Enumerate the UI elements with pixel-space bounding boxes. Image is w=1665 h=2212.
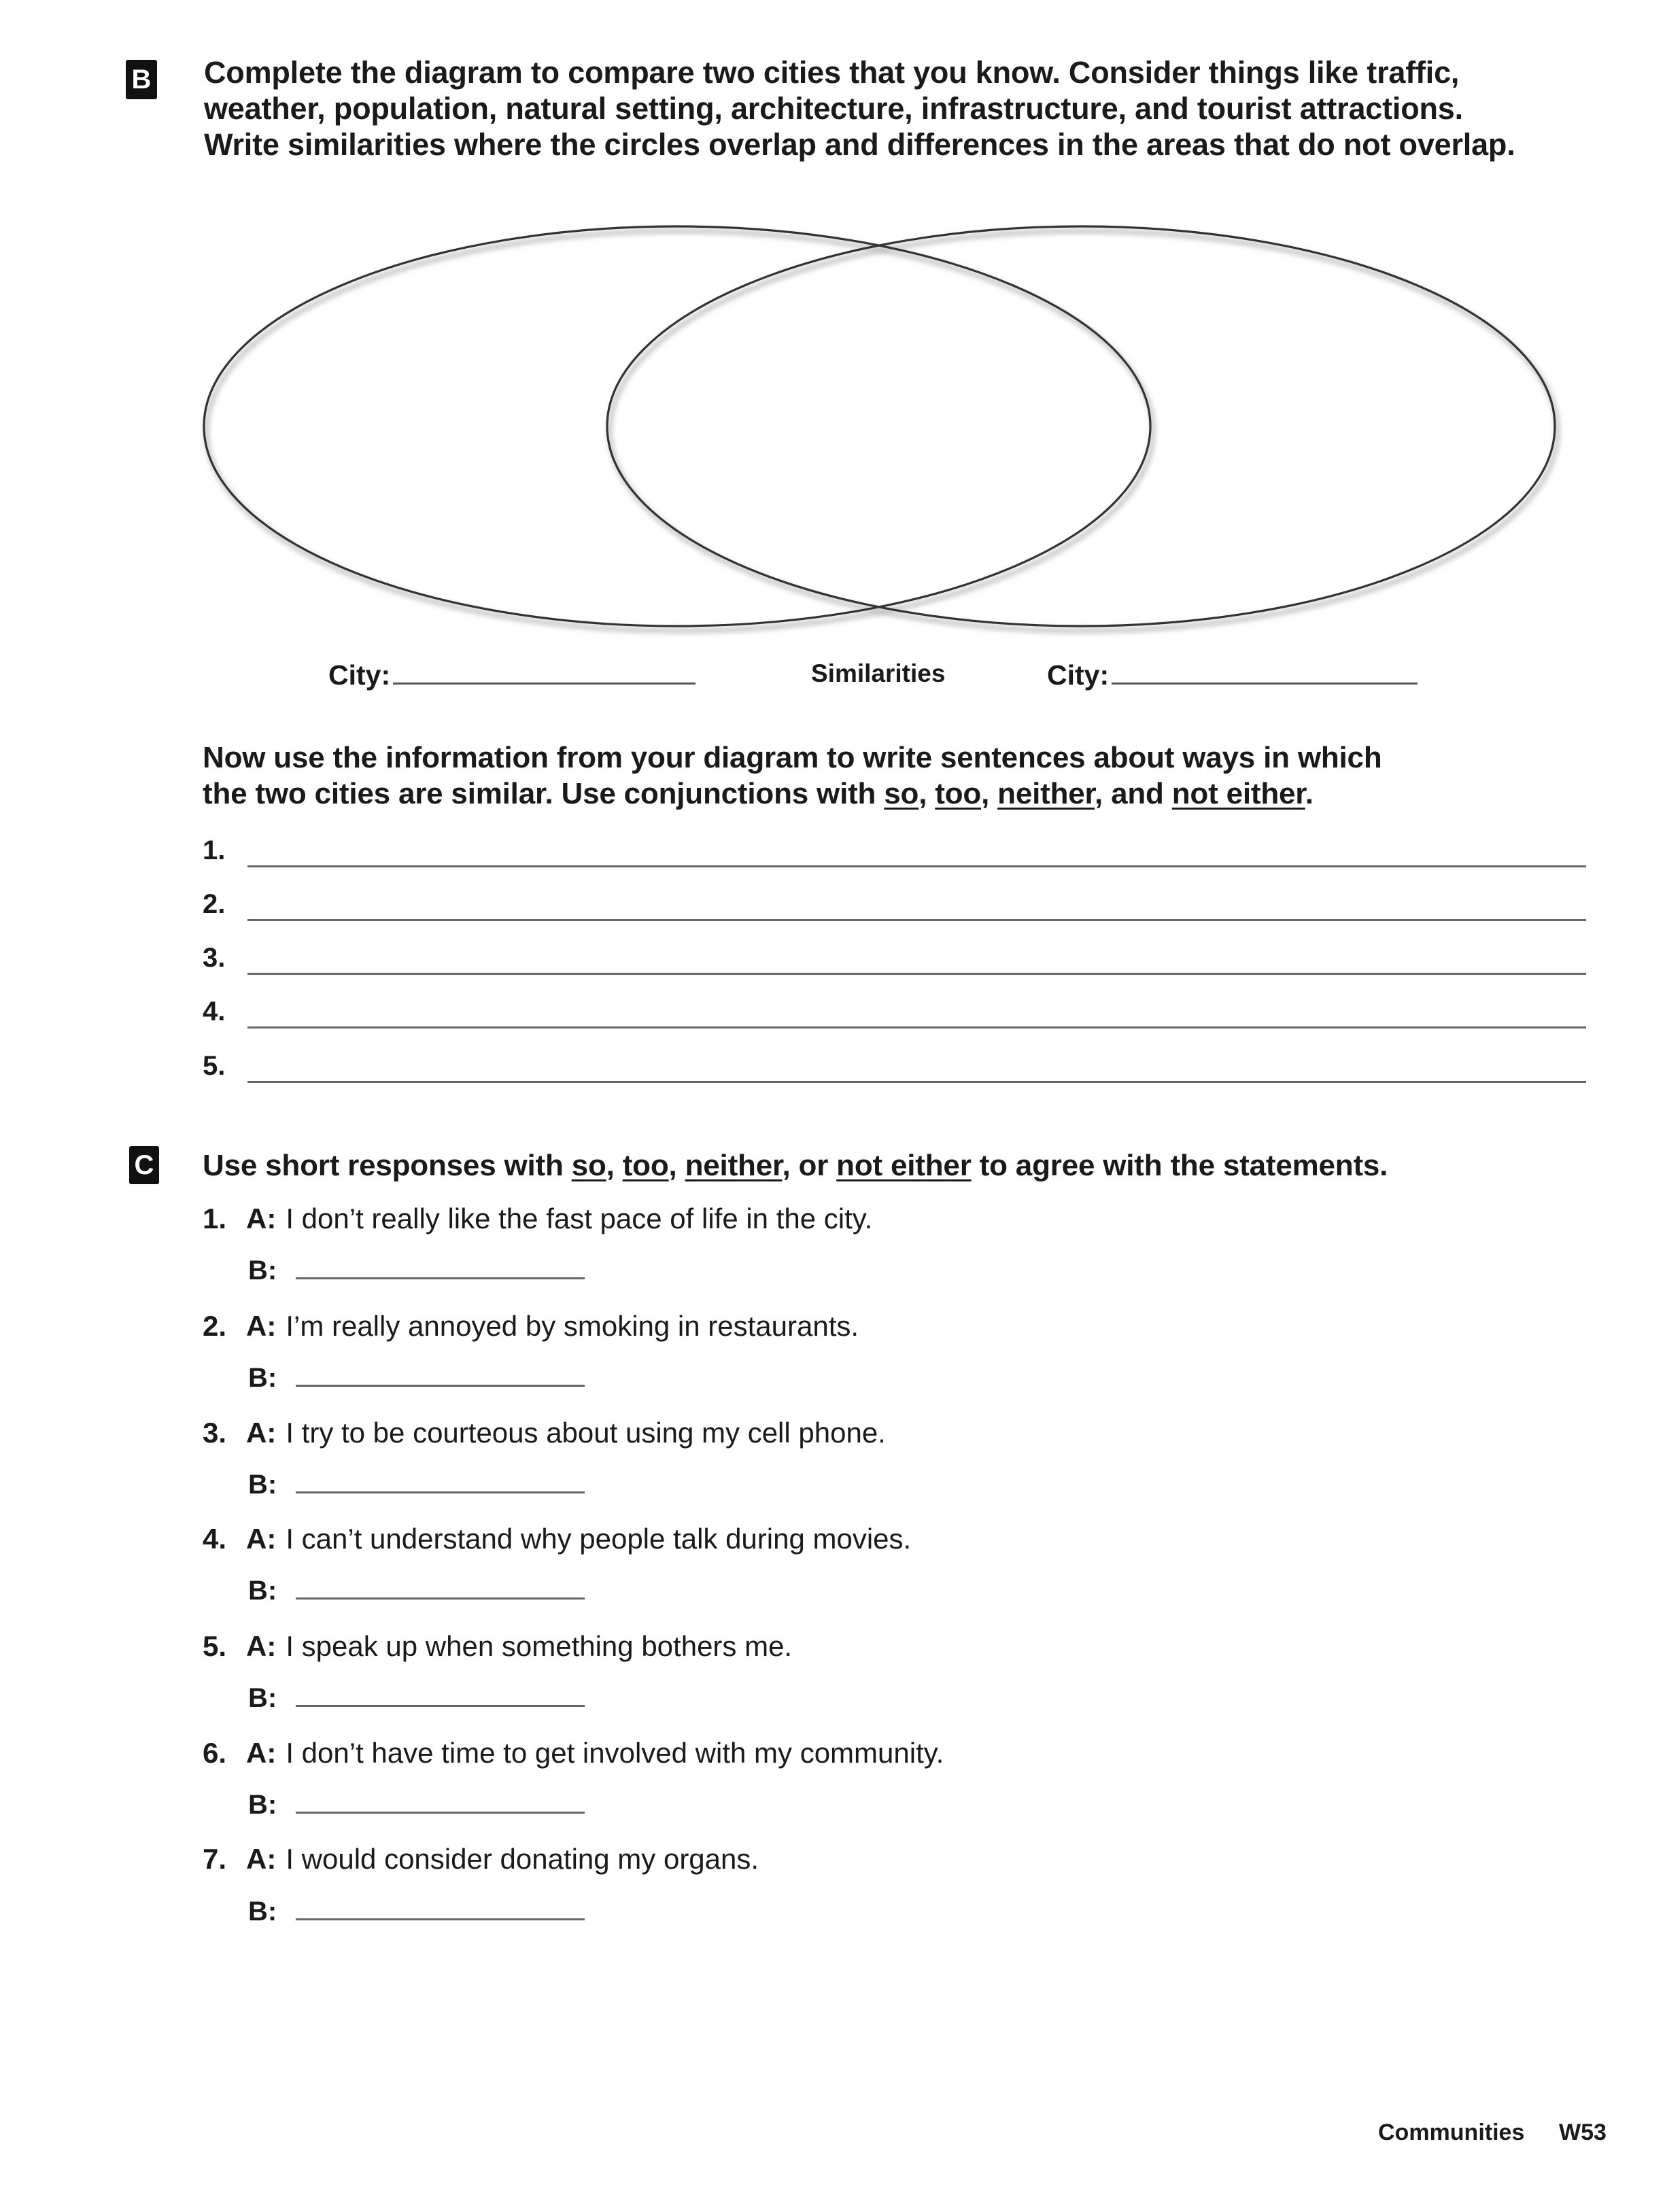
speaker-a: A: — [246, 1203, 277, 1234]
statement-3 — [203, 1417, 886, 1449]
response-blank[interactable] — [296, 1812, 585, 1814]
section-c-instruction — [203, 1147, 1388, 1183]
statement-1 — [203, 1203, 872, 1235]
item-number: 6. — [203, 1737, 227, 1769]
line-number: 3. — [203, 943, 226, 973]
prompt-line-2 — [203, 776, 1382, 812]
item-number: 3. — [203, 1417, 227, 1449]
line-number: 5. — [203, 1051, 226, 1081]
right-city-label: City: — [1047, 659, 1110, 691]
speaker-b: B: — [248, 1790, 277, 1820]
keyword-not-either: not either — [1171, 777, 1305, 810]
answer-rule[interactable] — [247, 1081, 1586, 1083]
answer-rule[interactable] — [247, 919, 1586, 921]
sentence-line-5[interactable] — [203, 1046, 1586, 1087]
instruction-line: Complete the diagram to compare two cities that you know. Consider things like traffic, — [204, 55, 1460, 90]
statement-2 — [203, 1310, 859, 1343]
response-blank[interactable] — [296, 1918, 585, 1920]
left-city-name-blank[interactable] — [393, 682, 696, 685]
item-number: 7. — [203, 1843, 227, 1875]
footer-page-number: W53 — [1559, 2120, 1607, 2145]
sentence-line-4[interactable] — [203, 992, 1586, 1033]
response-5[interactable] — [248, 1683, 585, 1714]
item-number: 2. — [203, 1310, 227, 1342]
sentence-line-3[interactable] — [203, 938, 1586, 979]
venn-right-label — [1047, 659, 1418, 691]
instruction-line: Write similarities where the circles overlap and differences in the areas that do not overlap. — [204, 127, 1515, 162]
speaker-a: A: — [246, 1630, 277, 1662]
instruction-text: Use short responses with — [203, 1149, 572, 1182]
answer-rule[interactable] — [247, 1026, 1586, 1029]
response-7[interactable] — [248, 1897, 585, 1927]
similarities-label: Similarities — [811, 659, 946, 687]
section-c-badge: C — [129, 1146, 159, 1184]
statement-text: I would consider donating my organs. — [286, 1843, 759, 1875]
statement-6 — [203, 1737, 944, 1769]
line-number: 1. — [203, 835, 226, 865]
instruction-text: to agree with the statements. — [971, 1149, 1388, 1182]
venn-left-label — [328, 659, 696, 691]
sentences-prompt — [203, 740, 1382, 812]
statement-text: I try to be courteous about using my cell phone. — [286, 1417, 886, 1449]
speaker-a: A: — [246, 1737, 277, 1769]
response-6[interactable] — [248, 1790, 585, 1820]
response-blank[interactable] — [296, 1277, 585, 1279]
statement-7 — [203, 1843, 759, 1876]
answer-rule[interactable] — [247, 973, 1586, 975]
instruction-line — [203, 1147, 1388, 1183]
venn-similarities-label — [811, 659, 945, 688]
response-4[interactable] — [248, 1576, 585, 1606]
speaker-b: B: — [248, 1897, 277, 1926]
keyword-not-either: not either — [836, 1149, 972, 1182]
statement-text: I can’t understand why people talk during movies. — [286, 1523, 912, 1555]
footer-unit-title: Communities — [1378, 2120, 1525, 2145]
left-city-label: City: — [328, 659, 391, 691]
response-blank[interactable] — [296, 1491, 585, 1493]
response-blank[interactable] — [296, 1385, 585, 1387]
item-number: 4. — [203, 1523, 227, 1555]
response-blank[interactable] — [296, 1597, 585, 1600]
speaker-a: A: — [246, 1310, 277, 1342]
keyword-too: too — [935, 777, 982, 810]
statement-text: I’m really annoyed by smoking in restaurants. — [286, 1310, 859, 1342]
line-number: 4. — [203, 997, 226, 1026]
instruction-line: weather, population, natural setting, architecture, infrastructure, and tourist attractions. — [204, 91, 1463, 126]
item-number: 1. — [203, 1203, 227, 1234]
period: . — [1305, 777, 1314, 810]
separator: , — [981, 777, 998, 810]
keyword-so: so — [884, 777, 919, 810]
response-1[interactable] — [248, 1256, 585, 1286]
answer-rule[interactable] — [247, 865, 1586, 867]
conjunction-and: and — [1111, 777, 1164, 810]
speaker-a: A: — [246, 1523, 277, 1555]
response-3[interactable] — [248, 1470, 585, 1500]
prompt-text: the two cities are similar. Use conjunctions with — [203, 777, 885, 810]
speaker-a: A: — [246, 1843, 277, 1875]
keyword-neither: neither — [997, 777, 1095, 810]
speaker-b: B: — [248, 1363, 277, 1393]
conjunction-or: or — [798, 1149, 829, 1182]
speaker-b: B: — [248, 1576, 277, 1606]
right-city-name-blank[interactable] — [1112, 682, 1418, 685]
statement-4 — [203, 1523, 911, 1555]
speaker-b: B: — [248, 1256, 277, 1285]
keyword-neither: neither — [685, 1149, 783, 1182]
separator: , — [606, 1149, 623, 1182]
line-number: 2. — [203, 889, 226, 919]
speaker-a: A: — [246, 1417, 277, 1449]
statement-5 — [203, 1630, 792, 1663]
section-b-badge: B — [126, 60, 157, 99]
sentence-line-2[interactable] — [203, 884, 1586, 925]
keyword-too: too — [622, 1149, 669, 1182]
item-number: 5. — [203, 1630, 227, 1662]
speaker-b: B: — [248, 1470, 277, 1500]
venn-diagram — [0, 0, 1665, 653]
statement-text: I don’t have time to get involved with my community. — [286, 1737, 944, 1769]
prompt-line-1: Now use the information from your diagram to write sentences about ways in which — [203, 741, 1382, 774]
separator: , — [668, 1149, 685, 1182]
response-blank[interactable] — [296, 1705, 585, 1707]
statement-text: I don’t really like the fast pace of life in the city. — [286, 1203, 873, 1234]
speaker-b: B: — [248, 1683, 277, 1713]
keyword-so: so — [571, 1149, 606, 1182]
sentence-line-1[interactable] — [203, 831, 1586, 871]
response-2[interactable] — [248, 1363, 585, 1394]
statement-text: I speak up when something bothers me. — [286, 1630, 793, 1662]
separator: , — [919, 777, 936, 810]
separator: , — [782, 1149, 799, 1182]
separator: , — [1095, 777, 1112, 810]
